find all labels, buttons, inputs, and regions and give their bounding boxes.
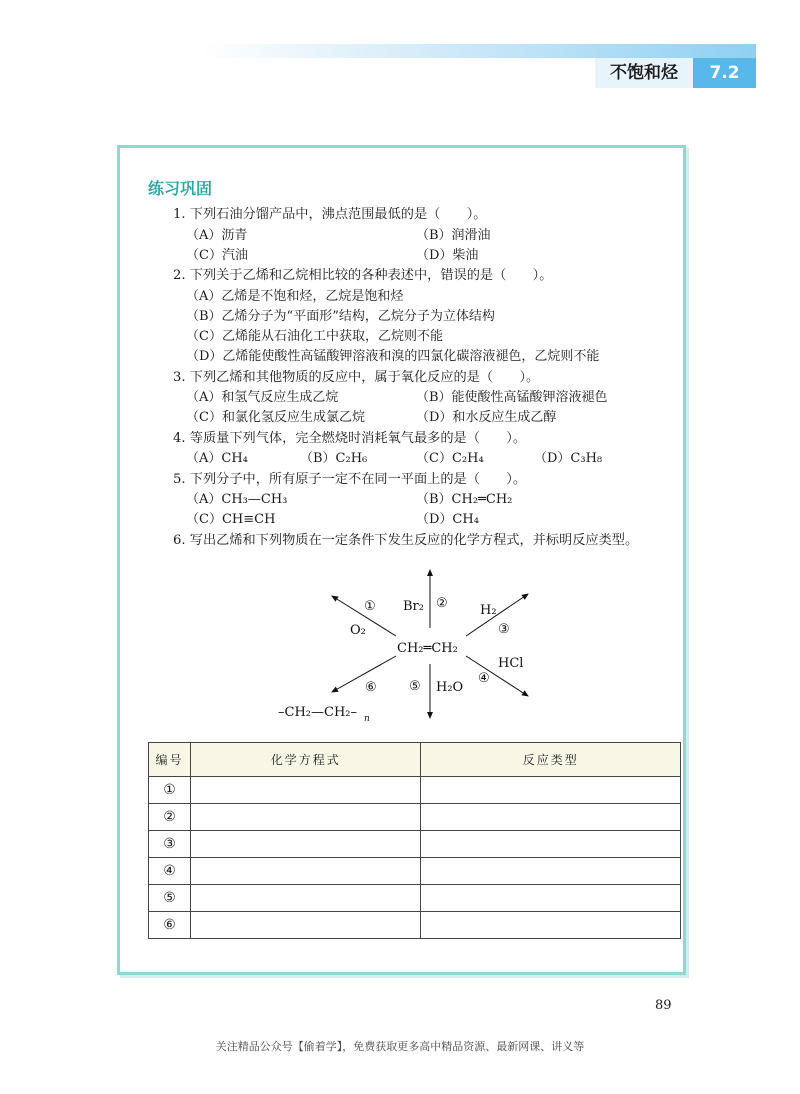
table-row: [149, 831, 681, 858]
question-2-stem: 2. 下列关于乙烯和乙烷相比较的各种表述中，错误的是（ ）。: [173, 268, 553, 283]
chapter-title: 不饱和烃: [595, 58, 693, 88]
question-1-stem: 1. 下列石油分馏产品中，沸点范围最低的是（ ）。: [173, 207, 487, 222]
question-3-stem: 3. 下列乙烯和其他物质的反应中，属于氧化反应的是（ ）。: [173, 370, 540, 385]
reaction-type-cell[interactable]: [421, 885, 681, 912]
question-3-option-b: （B）能使酸性高锰酸钾溶液褪色: [416, 390, 608, 405]
polymer-subscript-n: n: [364, 714, 370, 724]
equation-cell[interactable]: [190, 831, 421, 858]
table-row: [149, 885, 681, 912]
question-3-option-c: （C）和氯化氢反应生成氯乙烷: [186, 410, 365, 425]
marker-3: ③: [498, 622, 510, 637]
question-4-option-a: （A）CH₄: [186, 451, 248, 466]
question-3-option-a: （A）和氢气反应生成乙烷: [186, 390, 339, 405]
reagent-h2: H₂: [480, 603, 497, 618]
equation-cell[interactable]: [190, 777, 421, 804]
marker-6: ⑥: [365, 680, 377, 695]
question-1-option-d: （D）柴油: [416, 248, 479, 263]
header-equation: 化学方程式: [190, 743, 421, 777]
section-title: 练习巩固: [148, 179, 213, 198]
question-2-option-d: （D）乙烯能使酸性高锰酸钾溶液和溴的四氯化碳溶液褪色，乙烷则不能: [186, 349, 600, 364]
row-number: ②: [149, 804, 191, 831]
header-number: 编号: [149, 743, 191, 777]
question-5-stem: 5. 下列分子中，所有原子一定不在同一平面上的是（ ）。: [173, 472, 527, 487]
marker-5: ⑤: [409, 679, 421, 694]
row-number: ⑥: [149, 912, 191, 939]
question-4-option-d: （D）C₃H₈: [534, 451, 603, 466]
reagent-o2: O₂: [350, 623, 366, 638]
diagram-center-formula: CH₂═CH₂: [397, 641, 458, 656]
equation-cell[interactable]: [190, 912, 421, 939]
question-2-option-a: （A）乙烯是不饱和烃，乙烷是饱和烃: [186, 289, 404, 304]
question-2-option-c: （C）乙烯能从石油化工中获取，乙烷则不能: [186, 329, 443, 344]
question-5-option-c: （C）CH≡CH: [186, 512, 276, 527]
question-1-option-b: （B）润滑油: [416, 228, 491, 243]
equation-cell[interactable]: [190, 804, 421, 831]
marker-4: ④: [478, 671, 490, 686]
row-number: ①: [149, 777, 191, 804]
product-polyethylene: –CH₂—CH₂–: [278, 705, 357, 720]
reagent-h2o: H₂O: [436, 680, 464, 695]
marker-2: ②: [436, 596, 448, 611]
reaction-type-cell[interactable]: [421, 804, 681, 831]
question-1-option-a: （A）沥青: [186, 228, 248, 243]
table-header-row: [149, 743, 681, 777]
header-reaction-type: 反应类型: [421, 743, 681, 777]
reaction-type-cell[interactable]: [421, 777, 681, 804]
arrow-3: [466, 594, 528, 636]
question-4-option-b: （B）C₂H₆: [300, 451, 368, 466]
question-4-stem: 4. 等质量下列气体，完全燃烧时消耗氧气最多的是（ ）。: [173, 431, 527, 446]
question-1-option-c: （C）汽油: [186, 248, 248, 263]
reaction-type-cell[interactable]: [421, 831, 681, 858]
reagent-br2: Br₂: [403, 599, 424, 614]
question-2-option-b: （B）乙烯分子为“平面形”结构，乙烷分子为立体结构: [186, 309, 495, 324]
question-5-option-a: （A）CH₃—CH₃: [186, 492, 288, 507]
question-3-option-d: （D）和水反应生成乙醇: [416, 410, 557, 425]
ethylene-reaction-diagram: [260, 562, 560, 732]
table-row: [149, 858, 681, 885]
reaction-type-cell[interactable]: [421, 912, 681, 939]
arrow-6: [332, 656, 396, 692]
page-number: 89: [655, 998, 672, 1013]
marker-1: ①: [364, 599, 376, 614]
question-5-option-b: （B）CH₂═CH₂: [416, 492, 513, 507]
question-6-stem: 6. 写出乙烯和下列物质在一定条件下发生反应的化学方程式，并标明反应类型。: [173, 533, 639, 548]
question-5-option-d: （D）CH₄: [416, 512, 479, 527]
row-number: ③: [149, 831, 191, 858]
answer-table: [148, 742, 681, 939]
header-gradient-band: [200, 44, 756, 58]
equation-cell[interactable]: [190, 858, 421, 885]
table-row: [149, 777, 681, 804]
row-number: ④: [149, 858, 191, 885]
row-number: ⑤: [149, 885, 191, 912]
question-4-option-c: （C）C₂H₄: [416, 451, 484, 466]
table-row: [149, 912, 681, 939]
reagent-hcl: HCl: [498, 656, 524, 671]
reaction-type-cell[interactable]: [421, 858, 681, 885]
footer-note: 关注精品公众号【偷着学】，免费获取更多高中精品资源、最新网课、讲义等: [215, 1040, 585, 1053]
chapter-number: 7.2: [693, 58, 756, 88]
equation-cell[interactable]: [190, 885, 421, 912]
table-row: [149, 804, 681, 831]
